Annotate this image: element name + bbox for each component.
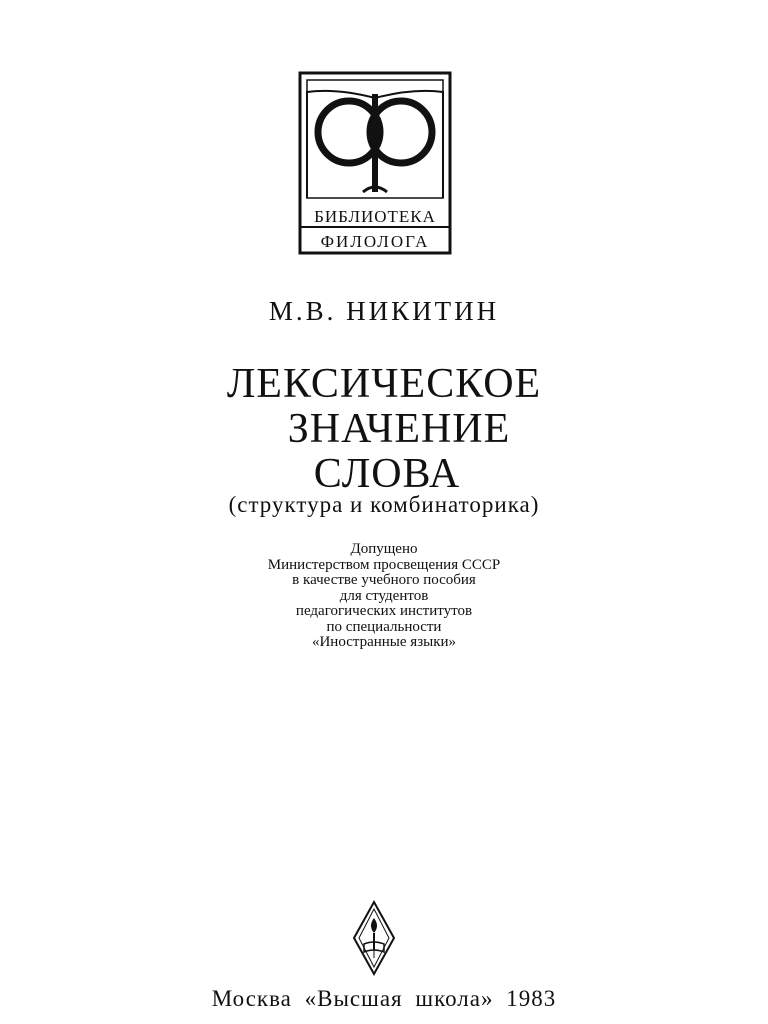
approval-line: для студентов [339, 587, 429, 604]
approval-line: в качестве учебного пособия [292, 572, 476, 588]
publisher-emblem [352, 900, 396, 976]
author-name: М.В. НИКИТИН [268, 296, 500, 326]
approval-line: педагогических институтов [295, 603, 473, 619]
approval-line: «Иностранные языки» [311, 634, 457, 650]
approval-line: Допущено [350, 541, 418, 557]
book-title [0, 362, 768, 497]
book-subtitle: (структура и комбинаторика) [228, 492, 540, 517]
approval-notice [0, 542, 768, 651]
imprint-publisher: «Высшая школа» [304, 986, 494, 1011]
publisher-logo [352, 900, 396, 976]
series-logo [297, 70, 453, 256]
imprint-line [0, 986, 768, 1012]
approval-line: по специальности [326, 618, 442, 635]
approval-line: Министерством просвещения СССР [267, 556, 501, 573]
series-logo-graphic [297, 70, 453, 256]
series-logo-line1: БИБЛИОТЕКА [314, 207, 436, 226]
title-line-3: СЛОВА [313, 451, 461, 497]
title-line-2: ЗНАЧЕНИЕ [287, 406, 511, 452]
series-logo-line2: ФИЛОЛОГА [320, 232, 430, 251]
imprint-city: Москва [211, 986, 292, 1011]
imprint-year: 1983 [506, 986, 557, 1011]
title-line-1: ЛЕКСИЧЕСКОЕ [226, 361, 542, 407]
